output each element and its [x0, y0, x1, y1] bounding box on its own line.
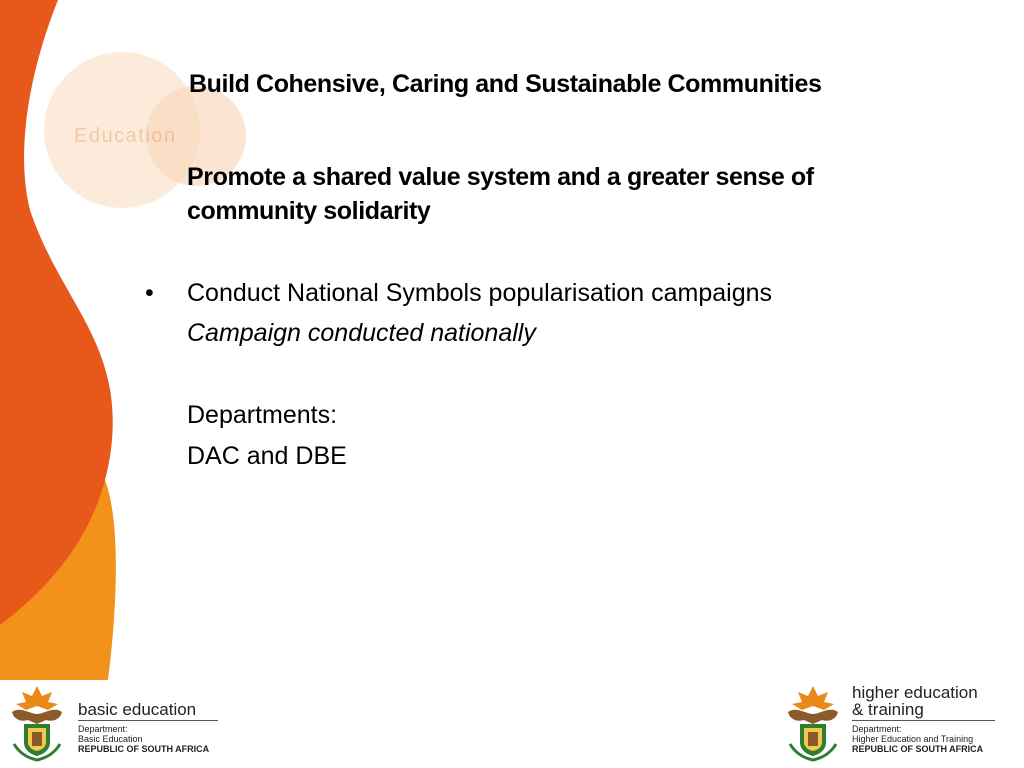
slide-heading: Build Cohensive, Caring and Sustainable Communities	[189, 70, 822, 98]
basic-education-logo	[6, 684, 226, 764]
departments-label: Departments:	[187, 401, 338, 429]
basic-education-title: basic education	[78, 700, 197, 719]
higher-education-logo	[782, 682, 1018, 764]
education-watermark: Education	[74, 125, 177, 147]
higher-education-dept-line3: REPUBLIC OF SOUTH AFRICA	[852, 744, 984, 754]
coat-of-arms-icon	[782, 684, 844, 762]
coat-of-arms-icon	[6, 684, 68, 762]
basic-education-dept-line3: REPUBLIC OF SOUTH AFRICA	[78, 744, 210, 754]
bullet-text: Conduct National Symbols popularisation campaigns	[187, 279, 773, 307]
higher-education-title-line1: higher education	[852, 683, 978, 702]
higher-education-title-line2: & training	[852, 700, 924, 719]
bullet-note: Campaign conducted nationally	[187, 319, 536, 347]
basic-education-dept-line2: Basic Education	[78, 734, 143, 744]
bullet-marker: •	[145, 279, 154, 307]
departments-value: DAC and DBE	[187, 442, 347, 470]
higher-education-dept-line2: Higher Education and Training	[852, 734, 974, 744]
higher-education-dept-line1: Department:	[852, 724, 902, 734]
basic-education-rule	[78, 720, 218, 721]
higher-education-rule	[852, 720, 995, 721]
basic-education-dept-line1: Department:	[78, 724, 128, 734]
slide-subheading: Promote a shared value system and a greater sense of community solidarity	[187, 163, 814, 225]
